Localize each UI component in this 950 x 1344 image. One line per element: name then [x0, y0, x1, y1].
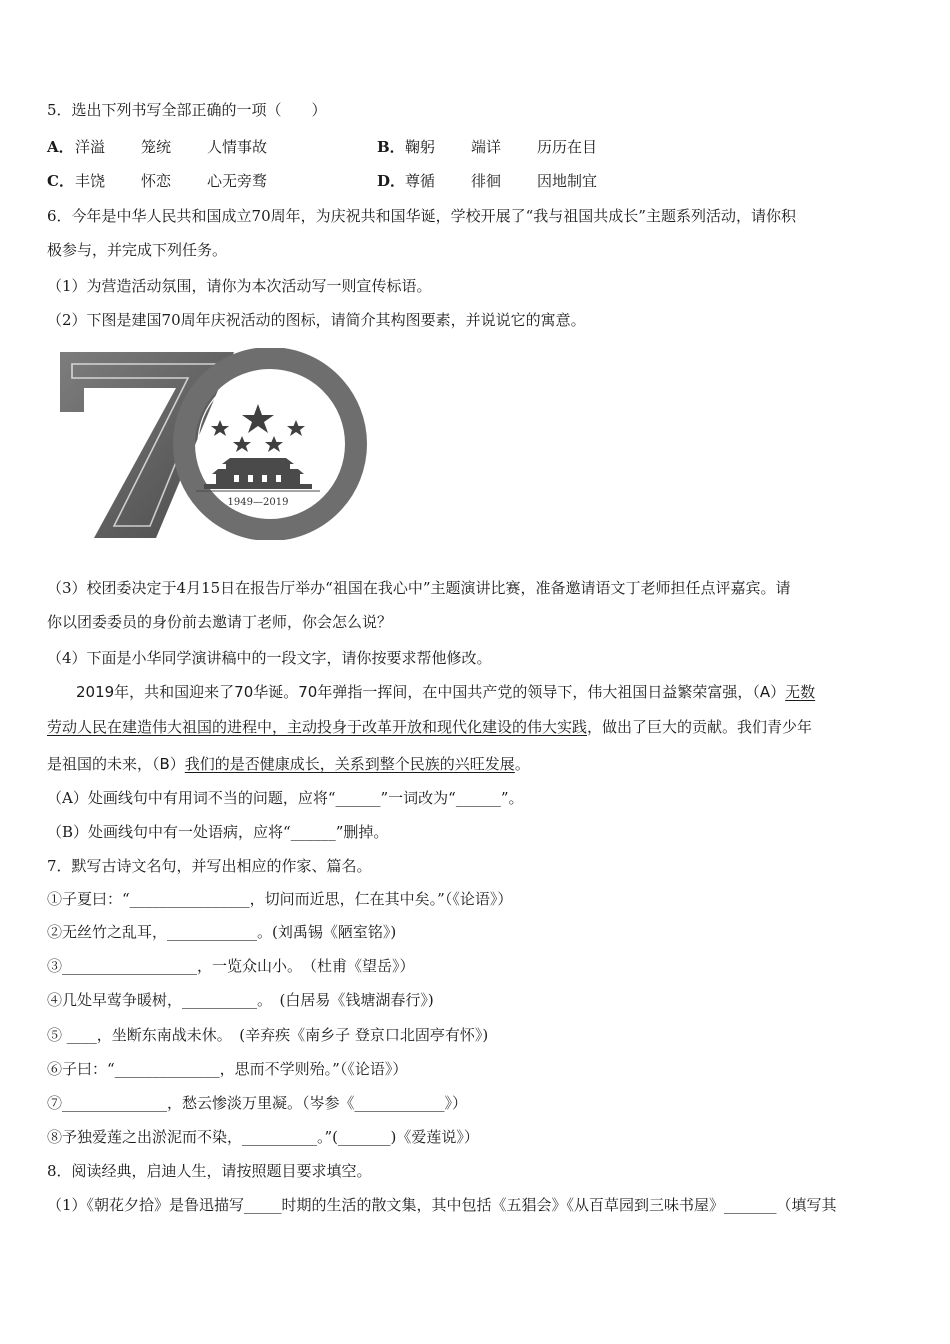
q7-line-7: ⑦______________，愁云惨淡万里凝。（岑参《____________》） — [47, 1094, 468, 1112]
option-b-word-1: 鞠躬 — [405, 138, 436, 156]
q6-stem-line-2: 极参与，并完成下列任务。 — [47, 241, 228, 259]
anniversary-70-logo — [58, 348, 370, 540]
option-d-word-1: 尊循 — [405, 172, 436, 190]
q6-stem-line-1: 6．今年是中华人民共和国成立70周年，为庆祝共和国华诞，学校开展了“我与祖国共成长”主题系列活动，请你积 — [47, 207, 796, 225]
speech-text-3a: 是祖国的未来，（B） — [47, 755, 185, 773]
q8-line-1: （1）《朝花夕拾》是鲁迅描写_____时期的生活的散文集，其中包括《五猖会》《从百草园到三味书屋》_______（填写其 — [47, 1196, 837, 1214]
speech-underlined-a-start: 无数 — [785, 683, 816, 701]
five-stars — [211, 404, 305, 452]
option-c-word-3: 心无旁骛 — [207, 172, 268, 190]
speech-text-2b: ，做出了巨大的贡献。我们青少年 — [587, 718, 813, 736]
q5-option-row-2 — [47, 171, 597, 191]
q7-line-4: ④几处早莺争暖树，__________。 (白居易《钱塘湖春行》) — [47, 991, 434, 1009]
q7-line-6: ⑥子曰：“______________，思而不学则殆。”（《论语》） — [47, 1060, 408, 1078]
q6-subquestion-a: （A）处画线句中有用词不当的问题，应将“______”一词改为“______”。 — [47, 789, 524, 807]
option-a-letter: A． — [47, 138, 74, 156]
logo-years-text: 1949—2019 — [227, 497, 289, 508]
speech-paragraph-line-1 — [76, 682, 910, 702]
option-a-word-2: 笼统 — [141, 138, 172, 156]
speech-paragraph-line-3 — [47, 754, 910, 774]
option-c-word-1: 丰饶 — [75, 172, 106, 190]
tiananmen-gate-icon — [204, 458, 312, 489]
option-b-word-3: 历历在目 — [537, 138, 598, 156]
q7-line-3: ③__________________，一览众山小。 （杜甫《望岳》） — [47, 957, 415, 975]
speech-underlined-b: 我们的是否健康成长，关系到整个民族的兴旺发展 — [184, 755, 515, 773]
q6-task-3-line-2: 你以团委委员的身份前去邀请丁老师，你会怎么说？ — [47, 613, 393, 631]
q7-line-1: ①子夏曰：“________________，切问而近思，仁在其中矣。”（《论语》） — [47, 890, 513, 908]
option-b-word-2: 端详 — [471, 138, 502, 156]
q8-stem: 8．阅读经典，启迪人生，请按照题目要求填空。 — [47, 1162, 372, 1180]
q6-task-1: （1）为营造活动氛围，请你为本次活动写一则宣传标语。 — [47, 277, 432, 295]
option-a-word-1: 洋溢 — [75, 138, 106, 156]
q6-task-3-line-1: （3）校团委决定于4月15日在报告厅举办“祖国在我心中”主题演讲比赛，准备邀请语文丁老师担任点评嘉宾。请 — [47, 579, 791, 597]
option-d-word-2: 徘徊 — [471, 172, 502, 190]
option-a-word-3: 人情事故 — [207, 138, 268, 156]
speech-text-3c: 。 — [514, 755, 530, 773]
speech-text-1a: 2019年，共和国迎来了70华诞。70年弹指一挥间，在中国共产党的领导下，伟大祖国日益繁荣富强，（A） — [76, 683, 786, 701]
option-c-word-2: 怀恋 — [141, 172, 172, 190]
q5-option-row-1 — [47, 137, 597, 157]
q7-line-2: ②无丝竹之乱耳，____________。(刘禹锡《陋室铭》) — [47, 923, 397, 941]
q5-stem: 5．选出下列书写全部正确的一项（ ） — [47, 101, 327, 119]
option-d-letter: D． — [377, 172, 406, 190]
option-b-letter: B． — [377, 138, 405, 156]
speech-underlined-a: 劳动人民在建造伟大祖国的进程中，主动投身于改革开放和现代化建设的伟大实践 — [47, 718, 588, 736]
q7-line-8: ⑧予独爱莲之出淤泥而不染，__________。”(_______)《爱莲说》） — [47, 1128, 479, 1146]
q6-task-4: （4）下面是小华同学演讲稿中的一段文字，请你按要求帮他修改。 — [47, 649, 492, 667]
option-d-word-3: 因地制宜 — [537, 172, 598, 190]
q7-line-5: ⑤ ____，坐断东南战未休。 (辛弃疾《南乡子 登京口北固亭有怀》) — [47, 1026, 489, 1044]
q6-subquestion-b: （B）处画线句中有一处语病，应将“______”删掉。 — [47, 823, 389, 841]
q6-task-2: （2）下图是建国70周年庆祝活动的图标，请简介其构图要素，并说说它的寓意。 — [47, 311, 586, 329]
q7-stem: 7．默写古诗文名句，并写出相应的作家、篇名。 — [47, 857, 372, 875]
speech-paragraph-line-2 — [47, 717, 910, 737]
option-c-letter: C． — [47, 172, 74, 190]
